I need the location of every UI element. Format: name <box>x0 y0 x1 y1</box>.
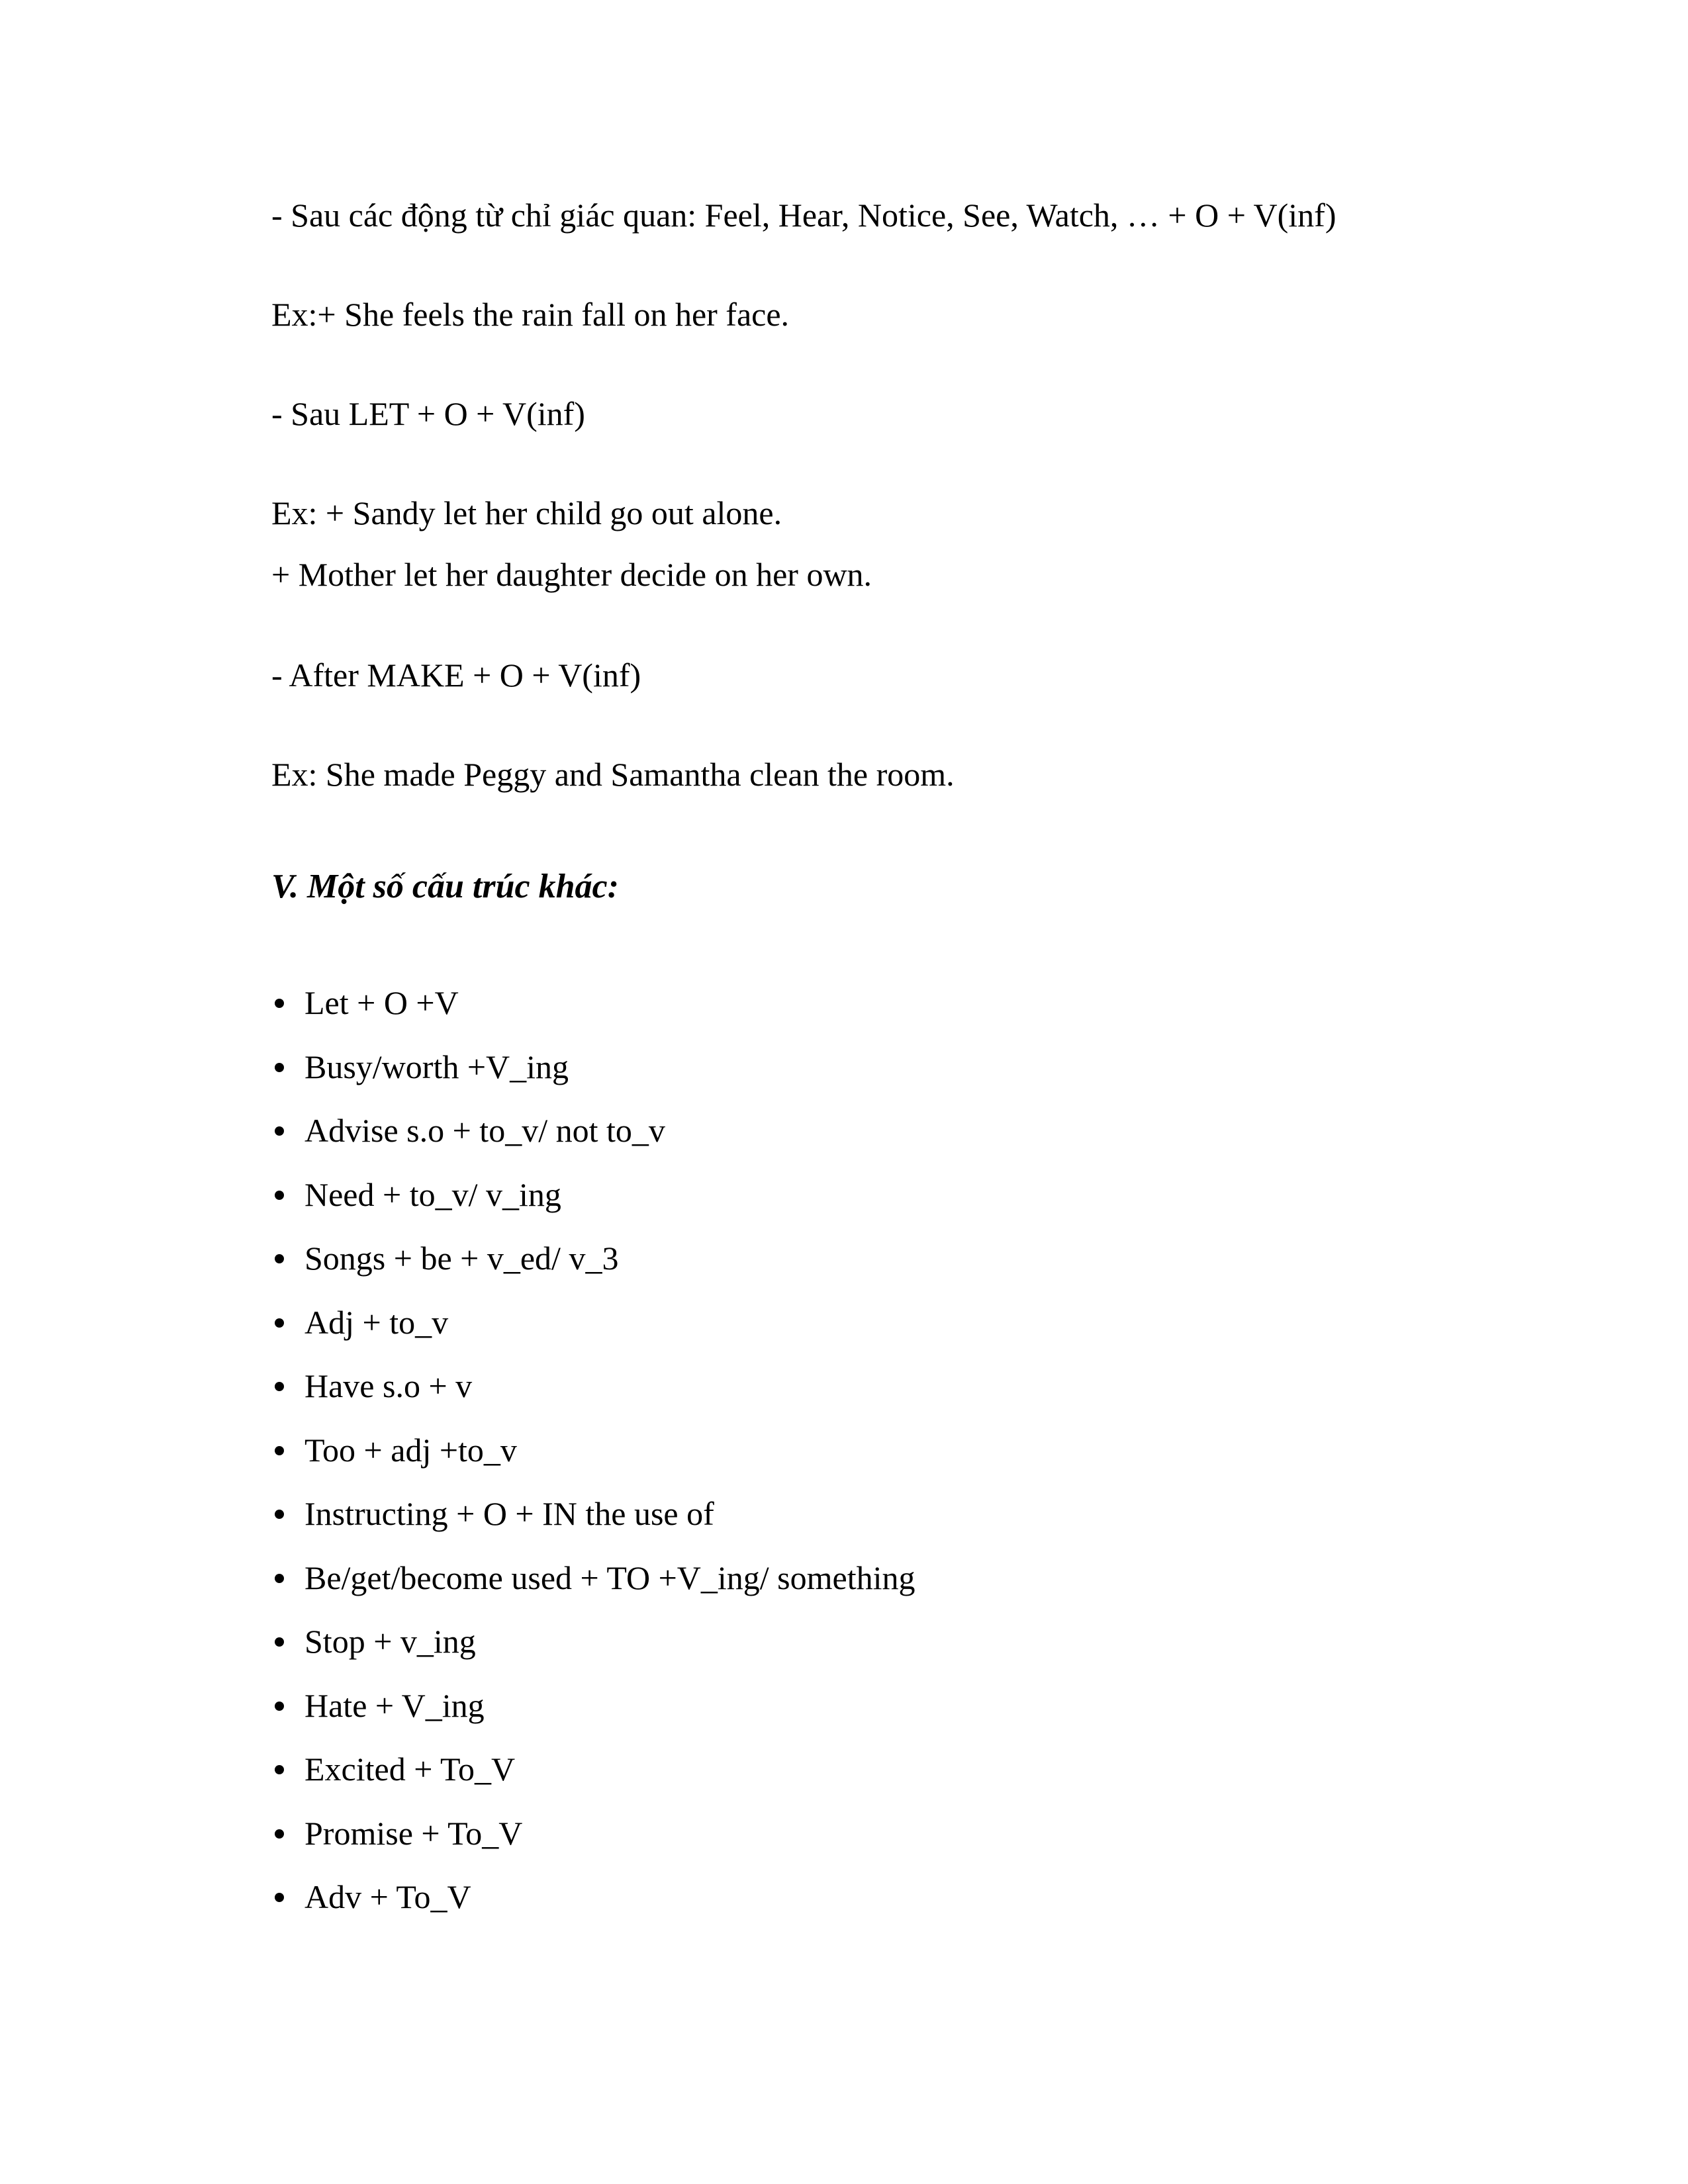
list-item <box>271 983 915 1047</box>
bullet-icon <box>275 1510 284 1519</box>
list-item <box>271 1238 915 1302</box>
bullet-icon <box>275 1318 284 1328</box>
bullet-icon <box>275 999 284 1008</box>
list-item-text: Be/get/become used + TO +V_ing/ something <box>305 1559 915 1596</box>
bullet-icon <box>275 1702 284 1711</box>
list-item <box>271 1621 915 1686</box>
bullet-icon <box>275 1382 284 1391</box>
bullet-icon <box>275 1829 284 1839</box>
rule-let: - Sau LET + O + V(inf) <box>271 395 585 432</box>
example-let-1: Ex: + Sandy let her child go out alone. <box>271 494 782 531</box>
example-senses: Ex:+ She feels the rain fall on her face. <box>271 296 790 333</box>
list-item <box>271 1302 915 1367</box>
list-item-text: Adj + to_v <box>305 1303 449 1341</box>
bullet-icon <box>275 1893 284 1902</box>
list-item-text: Excited + To_V <box>305 1751 516 1788</box>
list-item-text: Have s.o + v <box>305 1367 473 1404</box>
list-item <box>271 1494 915 1558</box>
list-item-text: Adv + To_V <box>305 1878 471 1915</box>
list-item-text: Promise + To_V <box>305 1814 523 1852</box>
list-item <box>271 1686 915 1750</box>
list-item-text: Songs + be + v_ed/ v_3 <box>305 1240 619 1277</box>
list-item <box>271 1111 915 1175</box>
list-item-text: Need + to_v/ v_ing <box>305 1175 561 1213</box>
list-item <box>271 1813 915 1878</box>
list-item-text: Let + O +V <box>305 984 459 1021</box>
rule-senses-verbs: - Sau các động từ chỉ giác quan: Feel, Hear, Notice, See, Watch, … + O + V(inf) <box>271 197 1336 234</box>
list-item-text: Advise s.o + to_v/ not to_v <box>305 1112 665 1149</box>
list-item <box>271 1175 915 1239</box>
list-item <box>271 1749 915 1813</box>
bullet-icon <box>275 1063 284 1072</box>
list-item-text: Busy/worth +V_ing <box>305 1048 569 1085</box>
list-item-text: Stop + v_ing <box>305 1623 476 1660</box>
rule-make: - After MAKE + O + V(inf) <box>271 657 641 694</box>
list-item <box>271 1047 915 1111</box>
bullet-icon <box>275 1126 284 1136</box>
bullet-icon <box>275 1637 284 1647</box>
list-item <box>271 1558 915 1622</box>
list-item-text: Instructing + O + IN the use of <box>305 1495 714 1532</box>
list-item-text: Hate + V_ing <box>305 1686 485 1724</box>
bullet-icon <box>275 1765 284 1774</box>
bullet-icon <box>275 1446 284 1455</box>
list-item <box>271 1430 915 1494</box>
list-item <box>271 1366 915 1430</box>
bullet-icon <box>275 1191 284 1200</box>
structure-list <box>271 983 915 1941</box>
bullet-icon <box>275 1574 284 1583</box>
list-item <box>271 1877 915 1941</box>
example-make: Ex: She made Peggy and Samantha clean the room. <box>271 756 955 793</box>
section-heading: V. Một số cấu trúc khác: <box>271 868 619 905</box>
bullet-icon <box>275 1254 284 1263</box>
list-item-text: Too + adj +to_v <box>305 1431 517 1469</box>
example-let-2: + Mother let her daughter decide on her own. <box>271 556 872 593</box>
